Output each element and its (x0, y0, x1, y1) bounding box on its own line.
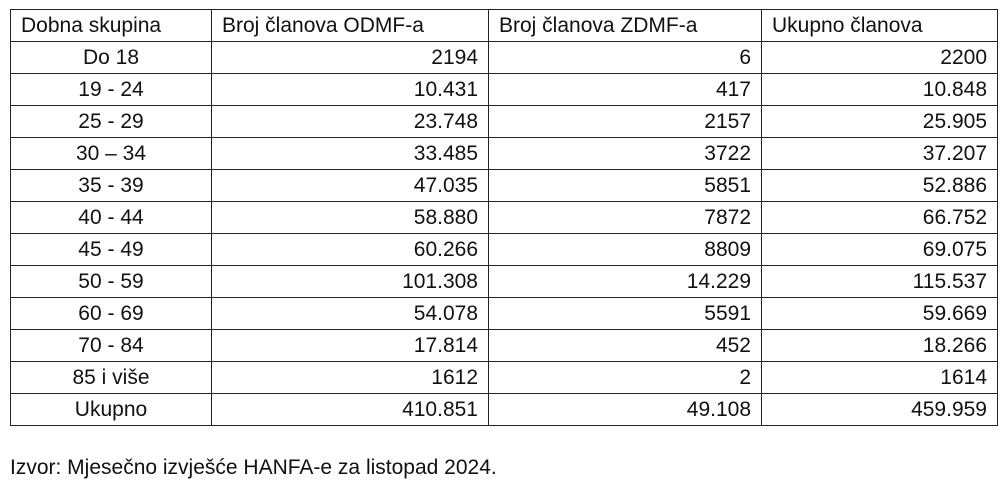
total-members-cell: 52.886 (762, 170, 998, 202)
table-row (11, 170, 998, 202)
table-row (11, 138, 998, 170)
age-group-cell: 30 – 34 (11, 138, 212, 170)
total-members-cell: 2200 (762, 42, 998, 74)
odmf-members-cell: 2194 (212, 42, 489, 74)
zdmf-members-cell: 417 (489, 74, 762, 106)
age-group-cell: Ukupno (11, 394, 212, 426)
table-row (11, 74, 998, 106)
total-members-cell: 1614 (762, 362, 998, 394)
total-members-cell: 25.905 (762, 106, 998, 138)
odmf-members-cell: 23.748 (212, 106, 489, 138)
odmf-members-cell: 33.485 (212, 138, 489, 170)
total-members-cell: 10.848 (762, 74, 998, 106)
age-group-cell: 19 - 24 (11, 74, 212, 106)
table-row (11, 266, 998, 298)
odmf-members-cell: 101.308 (212, 266, 489, 298)
total-members-cell: 66.752 (762, 202, 998, 234)
zdmf-members-cell: 452 (489, 330, 762, 362)
odmf-members-cell: 10.431 (212, 74, 489, 106)
header-odmf-members: Broj članova ODMF-a (212, 10, 489, 42)
table-row (11, 298, 998, 330)
table-row (11, 234, 998, 266)
zdmf-members-cell: 6 (489, 42, 762, 74)
odmf-members-cell: 54.078 (212, 298, 489, 330)
header-row (11, 10, 998, 42)
odmf-members-cell: 1612 (212, 362, 489, 394)
total-members-cell: 37.207 (762, 138, 998, 170)
table-body (11, 42, 998, 426)
table-row (11, 202, 998, 234)
age-group-cell: Do 18 (11, 42, 212, 74)
age-group-cell: 40 - 44 (11, 202, 212, 234)
zdmf-members-cell: 2157 (489, 106, 762, 138)
zdmf-members-cell: 49.108 (489, 394, 762, 426)
age-group-cell: 70 - 84 (11, 330, 212, 362)
age-group-cell: 85 i više (11, 362, 212, 394)
age-group-cell: 35 - 39 (11, 170, 212, 202)
zdmf-members-cell: 8809 (489, 234, 762, 266)
members-by-age-table (10, 9, 998, 426)
zdmf-members-cell: 5591 (489, 298, 762, 330)
header-zdmf-members: Broj članova ZDMF-a (489, 10, 762, 42)
odmf-members-cell: 47.035 (212, 170, 489, 202)
total-members-cell: 69.075 (762, 234, 998, 266)
total-members-cell: 115.537 (762, 266, 998, 298)
source-note: Izvor: Mjesečno izvješće HANFA-e za listopad 2024. (10, 456, 497, 479)
table-row (11, 362, 998, 394)
age-group-cell: 60 - 69 (11, 298, 212, 330)
age-group-cell: 45 - 49 (11, 234, 212, 266)
table-row (11, 330, 998, 362)
total-members-cell: 18.266 (762, 330, 998, 362)
age-group-cell: 50 - 59 (11, 266, 212, 298)
odmf-members-cell: 60.266 (212, 234, 489, 266)
header-total-members: Ukupno članova (762, 10, 998, 42)
table-row (11, 42, 998, 74)
total-members-cell: 59.669 (762, 298, 998, 330)
zdmf-members-cell: 7872 (489, 202, 762, 234)
total-row (11, 394, 998, 426)
odmf-members-cell: 410.851 (212, 394, 489, 426)
age-group-cell: 25 - 29 (11, 106, 212, 138)
header-age-group: Dobna skupina (11, 10, 212, 42)
odmf-members-cell: 17.814 (212, 330, 489, 362)
zdmf-members-cell: 14.229 (489, 266, 762, 298)
total-members-cell: 459.959 (762, 394, 998, 426)
zdmf-members-cell: 3722 (489, 138, 762, 170)
zdmf-members-cell: 2 (489, 362, 762, 394)
table-header (11, 10, 998, 42)
table-row (11, 106, 998, 138)
odmf-members-cell: 58.880 (212, 202, 489, 234)
zdmf-members-cell: 5851 (489, 170, 762, 202)
